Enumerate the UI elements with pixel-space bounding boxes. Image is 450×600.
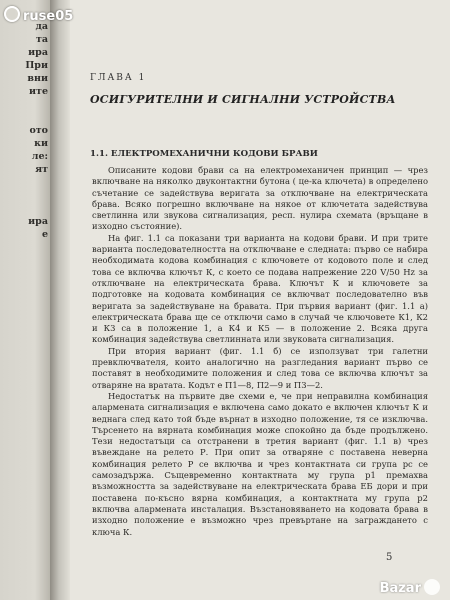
- body-text: [92, 165, 428, 538]
- watermark-bazar: [380, 579, 440, 596]
- bazar-icon: [424, 579, 440, 595]
- left-page-text: ото: [29, 125, 48, 136]
- left-page-text: ира: [28, 47, 48, 58]
- chapter-title: ОСИГУРИТЕЛНИ И СИГНАЛНИ УСТРОЙСТВА: [90, 93, 396, 106]
- left-page-text: вни: [27, 73, 48, 84]
- left-page-text: та: [35, 34, 48, 45]
- logo-text: ruse05: [23, 9, 74, 24]
- left-page-text: ят: [35, 164, 48, 175]
- logo-icon: [4, 6, 20, 22]
- chapter-label: ГЛАВА 1: [90, 73, 147, 83]
- paragraph: На фиг. 1.1 са показани три варианта на кодови брави. И при трите варианта последователността на отключване е следната: първо се набира необходимата кодова комбинация с ключовете от кодовото поле и след това се включва ключът К, с което се подава напрежение 220 V/50 Hz за отключване на електрическата брава. Ключът К и ключовете за подготовке на кодовата комбинация се включват последователно във веригата за задействуване на бравата. При първия вариант (фиг. 1.1 а) електрическата брава ще се отключи само в случай че ключовете К1, К2 и К3 са в положение 1, а К4 и К5 — в положение 2. Всяка друга комбинация задействува светлинната или звуковата сигнализация.: [92, 232, 428, 345]
- watermark-logo: [4, 6, 73, 24]
- paragraph: Недостатък на първите две схеми е, че при неправилна комбинация алармената сигнализация е включена само докато е включен ключът К и веднага след като той бъде върнат в изходно положение, тя се изключва. Търсенето на вярната комбинация може спокойно да бъде продължено. Тези недостатъци са отстранени в третия вариант (фиг. 1.1 в) чрез въвеждане на релето Р. При опит за отваряне с поставена неверна комбинация релето Р се включва и чрез контактната си група рс се самозадържа. Същевременно контактната му група р1 премахва възможността за задействуване на електрическата брава ЕБ дори и при поставена по-късно вярна комбинация, а контактната му група р2 включва алармената инсталация. Възстановяването на кодовата брава в изходно положение е възможно чрез превъртане на заграждането с ключа К.: [92, 390, 428, 537]
- left-page-text: При: [25, 60, 48, 71]
- left-page-text: ите: [29, 86, 48, 97]
- book-spine: [50, 0, 70, 600]
- left-page-text: ле:: [31, 151, 48, 162]
- left-page-text: да: [35, 21, 48, 32]
- left-page-text: ки: [34, 138, 48, 149]
- left-page-text: ира: [28, 216, 48, 227]
- page-number: 5: [386, 552, 393, 563]
- paragraph: При втория вариант (фиг. 1.1 б) се използуват три галетни превключвателя, които аналогично на разгледания вариант първо се поставят в необходимите положения и след това се включва ключът за отваряне на вратата. Кодът е П1—8, П2—9 и П3—2.: [92, 345, 428, 390]
- book-page: [70, 0, 450, 600]
- left-page-edge: [0, 0, 50, 600]
- left-page-text: е: [41, 229, 48, 240]
- section-title: 1.1. ЕЛЕКТРОМЕХАНИЧНИ КОДОВИ БРАВИ: [90, 149, 318, 159]
- paragraph: Описаните кодови брави са на електромеханичен принцип — чрез включване на няколко двуконтактни бутона ( це-ка ключета) в определено съчетание се задействува веригата за отключване на електрическата брава. Всяко погрешно включване на някое от ключетата задействува светлинна или звукова сигнализация, респ. нулира схемата (връщане в изходно състояние).: [92, 165, 428, 232]
- bazar-text: Bazar: [379, 581, 421, 596]
